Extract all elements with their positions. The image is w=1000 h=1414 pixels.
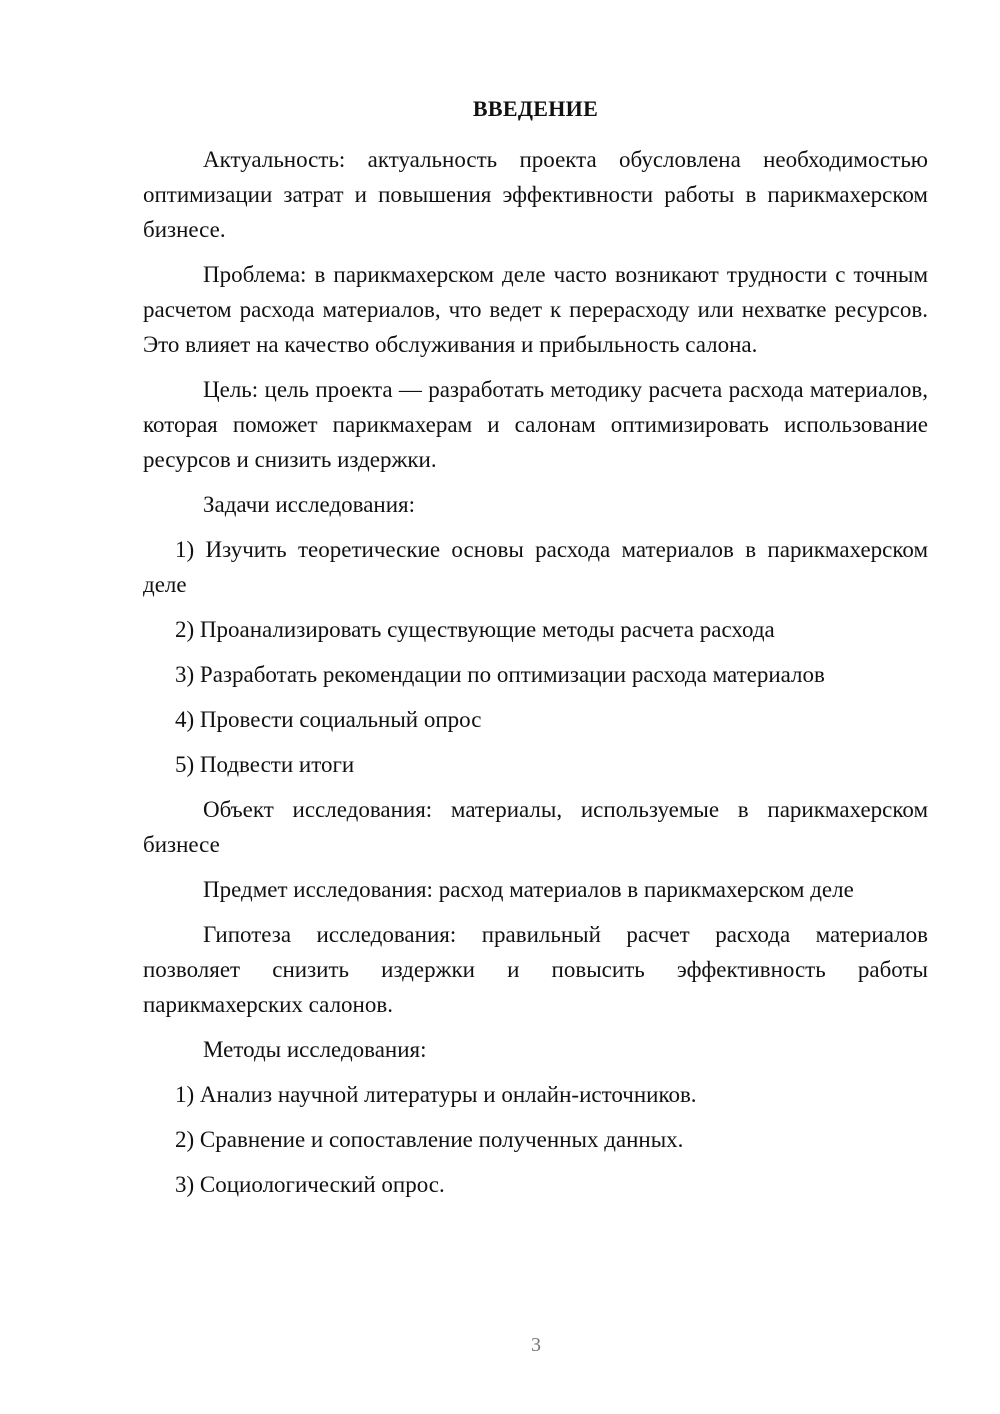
tasks-heading: Задачи исследования: xyxy=(203,492,416,517)
task-item-5: 5) Подвести итоги xyxy=(175,752,355,777)
subject-paragraph: Предмет исследования: расход материалов в парикмахерском деле xyxy=(203,877,854,902)
method-item-2: 2) Сравнение и сопоставление полученных данных. xyxy=(175,1127,684,1152)
task-item-1: 1) Изучить теоретические основы расхода материалов в парикмахерском деле xyxy=(143,537,928,597)
method-item-1: 1) Анализ научной литературы и онлайн-источников. xyxy=(175,1082,697,1107)
problem-paragraph: Проблема: в парикмахерском деле часто возникают трудности с точным расчетом расхода материалов, что ведет к перерасходу или нехватке ресурсов. Это влияет на качество обслуживания и прибыльность салона. xyxy=(143,262,928,357)
task-item-4: 4) Провести социальный опрос xyxy=(175,707,482,732)
goal-paragraph: Цель: цель проекта — разработать методику расчета расхода материалов, которая поможет парикмахерам и салонам оптимизировать использование ресурсов и снизить издержки. xyxy=(143,377,928,472)
task-item-2: 2) Проанализировать существующие методы расчета расхода xyxy=(175,617,775,642)
hypothesis-paragraph: Гипотеза исследования: правильный расчет расхода материалов позволяет снизить издержки и повысить эффективность работы парикмахерских салонов. xyxy=(143,922,928,1017)
method-item-3: 3) Социологический опрос. xyxy=(175,1172,445,1197)
object-paragraph: Объект исследования: материалы, используемые в парикмахерском бизнесе xyxy=(143,797,928,857)
page-title: ВВЕДЕНИЕ xyxy=(472,96,599,121)
task-item-3: 3) Разработать рекомендации по оптимизации расхода материалов xyxy=(175,662,825,687)
methods-heading: Методы исследования: xyxy=(203,1037,427,1062)
page-number: 3 xyxy=(531,1334,541,1356)
relevance-paragraph: Актуальность: актуальность проекта обусловлена необходимостью оптимизации затрат и повышения эффективности работы в парикмахерском бизнесе. xyxy=(143,147,928,242)
page-content xyxy=(143,94,928,1212)
